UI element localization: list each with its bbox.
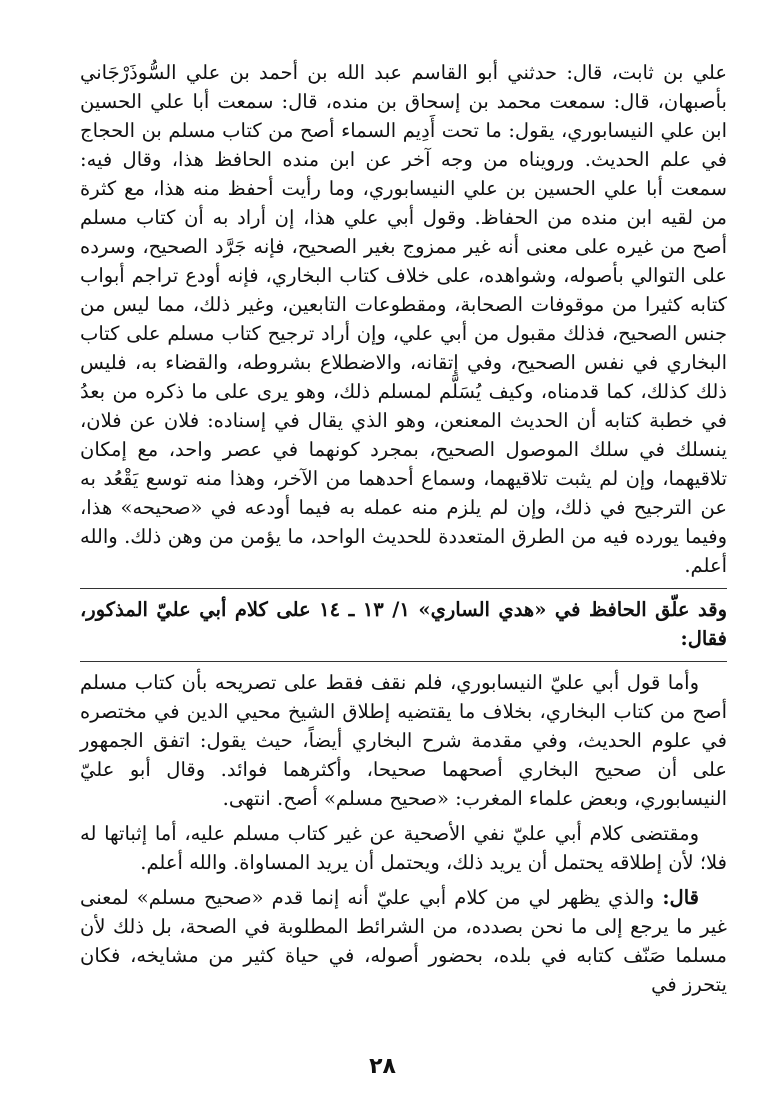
body-paragraph-3: ومقتضى كلام أبي عليّ نفي الأصحية عن غير كتاب مسلم عليه، أما إثباتها له فلا؛ لأن إطلاقه يحتمل أن يريد ذلك، ويحتمل أن يريد المساواة. والله أعلم. <box>80 822 727 874</box>
commentary-heading: وقد علّق الحافظ في «هدي الساري» ١/ ١٣ ـ ١٤ على كلام أبي عليّ المذكور، فقال: <box>80 598 727 650</box>
page-number: ٢٨ <box>369 1054 396 1079</box>
section-divider <box>80 661 727 662</box>
document-page <box>80 58 727 1101</box>
paragraph-label: قال: <box>662 886 699 909</box>
body-paragraph-2: وأما قول أبي عليّ النيسابوري، فلم نقف فقط على تصريحه بأن كتاب مسلم أصح من كتاب البخاري، بخلاف ما يقتضيه إطلاق الشيخ محيي الدين في مختصره في علوم الحديث، وفي مقدمة شرح البخاري أيضاً، حيث يقول: اتفق الجمهور على أن صحيح البخاري أصحهما صحيحا، وأكثرهما فوائد. وقال أبو عليّ النيسابوري، وبعض علماء المغرب: «صحيح مسلم» أصح. انتهى. <box>80 671 727 810</box>
section-divider <box>80 588 727 589</box>
body-paragraph-4 <box>80 883 727 999</box>
paragraph-text: والذي يظهر لي من كلام أبي عليّ أنه إنما قدم «صحيح مسلم» لمعنى غير ما يرجع إلى ما نحن بصدده، من الشرائط المطلوبة في الصحة، بل ذلك لأن مسلما صَنّف كتابه في بلده، بحضور أصوله، في حياة كثير من مشايخه، فكان يتحرز في <box>80 886 727 996</box>
body-paragraph-1: علي بن ثابت، قال: حدثني أبو القاسم عبد الله بن أحمد بن علي السُّوذَرْجَاني بأصبهان، قال: سمعت محمد بن إسحاق بن منده، قال: سمعت أبا علي الحسين ابن علي النيسابوري، يقول: ما تحت أَدِيم السماء أصح من كتاب مسلم بن الحجاج في علم الحديث. ورويناه من وجه آخر عن ابن منده الحافظ هذا، وقال فيه: سمعت أبا علي الحسين بن علي النيسابوري، وما رأيت أحفظ منه هذا، مع كثرة من لقيه ابن منده من الحفاظ. وقول أبي علي هذا، إن أراد به أن كتاب مسلم أصح من غيره على معنى أنه غير ممزوج بغير الصحيح، فإنه جَرَّد الصحيح، وسرده على التوالي بأصوله، وشواهده، على خلاف كتاب البخاري، فإنه أودع تراجم أبواب كتابه كثيرا من موقوفات الصحابة، ومقطوعات التابعين، وغير ذلك، مما ليس من جنس الصحيح، فذلك مقبول من أبي علي، وإن أراد ترجيح كتاب مسلم على كتاب البخاري في نفس الصحيح، وفي إتقانه، والاضطلاع بشروطه، والقضاء به، فليس ذلك كذلك، كما قدمناه، وكيف يُسَلَّم لمسلم ذلك، وهو يرى على ما ذكره من بعدُ في خطبة كتابه أن الحديث المعنعن، وهو الذي يقال في إسناده: فلان عن فلان، ينسلك في سلك الموصول الصحيح، بمجرد كونهما في عصر واحد، مع إمكان تلاقيهما، وإن لم يثبت تلاقيهما، وسماع أحدهما من الآخر، وهذا منه توسع يَقْعُد به عن الترجيح في ذلك، وإن لم يلزم منه عمله به فيما أودعه في «صحيحه» هذا، وفيما يورده فيه من الطرق المتعددة للحديث الواحد، ما يؤمن من وهن ذلك. والله أعلم. <box>80 61 727 577</box>
